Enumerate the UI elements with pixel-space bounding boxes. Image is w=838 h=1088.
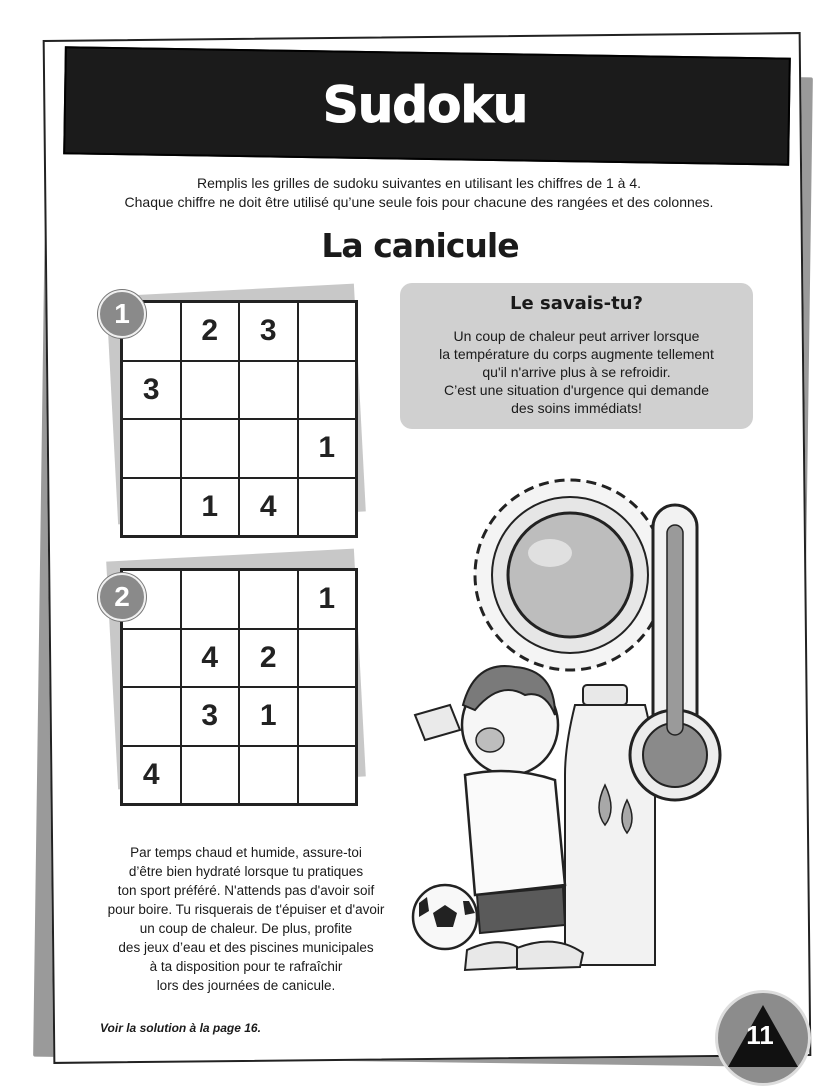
grid-2-number-badge: 2 <box>98 573 146 621</box>
grid-cell[interactable]: 3 <box>181 687 240 746</box>
grid-cell[interactable]: 2 <box>239 629 298 688</box>
grid-cell[interactable] <box>122 687 181 746</box>
grid-cell[interactable] <box>298 302 357 361</box>
paragraph-line: un coup de chaleur. De plus, profite <box>139 921 353 936</box>
grid-cell[interactable]: 4 <box>181 629 240 688</box>
fact-line: des soins immédiats! <box>511 400 642 416</box>
fact-line: la température du corps augmente tellement <box>439 346 714 362</box>
grid-cell[interactable] <box>239 746 298 805</box>
instructions-line-1: Remplis les grilles de sudoku suivantes en utilisant les chiffres de 1 à 4. <box>196 175 642 191</box>
soccer-ball-icon <box>413 885 477 949</box>
fact-box-text <box>410 327 743 417</box>
sun-icon <box>475 480 665 670</box>
paragraph-line: des jeux d’eau et des piscines municipales <box>118 940 374 955</box>
hydration-paragraph <box>96 843 396 995</box>
grid-cell[interactable] <box>298 629 357 688</box>
grid-cell[interactable]: 1 <box>298 570 357 629</box>
fact-box-title: Le savais-tu? <box>510 293 643 314</box>
grid-cell[interactable] <box>181 419 240 478</box>
grid-cell[interactable] <box>239 419 298 478</box>
grid-cell[interactable] <box>122 419 181 478</box>
grid-cell[interactable]: 4 <box>122 746 181 805</box>
grid-cell[interactable] <box>181 570 240 629</box>
instructions-line-2: Chaque chiffre ne doit être utilisé qu’une seule fois pour chacune des rangées et des colonnes. <box>124 194 714 210</box>
fact-line: qu'il n'arrive plus à se refroidir. <box>482 364 671 380</box>
grid-cell[interactable] <box>298 478 357 537</box>
grid-cell[interactable]: 3 <box>239 302 298 361</box>
paragraph-line: ton sport préféré. N'attends pas d'avoir soif <box>117 883 375 898</box>
did-you-know-box <box>400 283 753 429</box>
sudoku-grid-2 <box>120 568 358 806</box>
grid-cell[interactable] <box>122 629 181 688</box>
fact-line: Un coup de chaleur peut arriver lorsque <box>453 328 700 344</box>
grid-cell[interactable] <box>298 361 357 420</box>
grid-cell[interactable]: 1 <box>298 419 357 478</box>
grid-cell[interactable]: 1 <box>181 478 240 537</box>
grid-cell[interactable] <box>181 361 240 420</box>
paragraph-line: lors des journées de canicule. <box>156 978 336 993</box>
grid-cell[interactable]: 2 <box>181 302 240 361</box>
grid-cell[interactable] <box>122 478 181 537</box>
paragraph-line: Par temps chaud et humide, assure-toi <box>130 845 362 860</box>
fact-line: C’est une situation d'urgence qui demande <box>444 382 709 398</box>
grid-cell[interactable] <box>239 570 298 629</box>
grid-cell[interactable]: 1 <box>239 687 298 746</box>
grid-cell[interactable] <box>181 746 240 805</box>
sudoku-grid-1 <box>120 300 358 538</box>
page-title: Sudoku <box>322 76 528 134</box>
grid-1-number-badge: 1 <box>98 290 146 338</box>
instructions <box>60 174 778 212</box>
section-subtitle: La canicule <box>321 226 519 265</box>
paragraph-line: à ta disposition pour te rafraîchir <box>149 959 343 974</box>
grid-cell[interactable] <box>298 687 357 746</box>
grid-cell[interactable]: 4 <box>239 478 298 537</box>
paragraph-line: d’être bien hydraté lorsque tu pratiques <box>128 864 364 879</box>
solution-footnote: Voir la solution à la page 16. <box>100 1021 261 1035</box>
grid-cell[interactable] <box>239 361 298 420</box>
grid-cell[interactable]: 3 <box>122 361 181 420</box>
grid-cell[interactable] <box>298 746 357 805</box>
heatwave-illustration <box>405 455 735 995</box>
page-number: 11 <box>746 1020 774 1050</box>
paragraph-line: pour boire. Tu risquerais de t'épuiser et d'avoir <box>107 902 385 917</box>
